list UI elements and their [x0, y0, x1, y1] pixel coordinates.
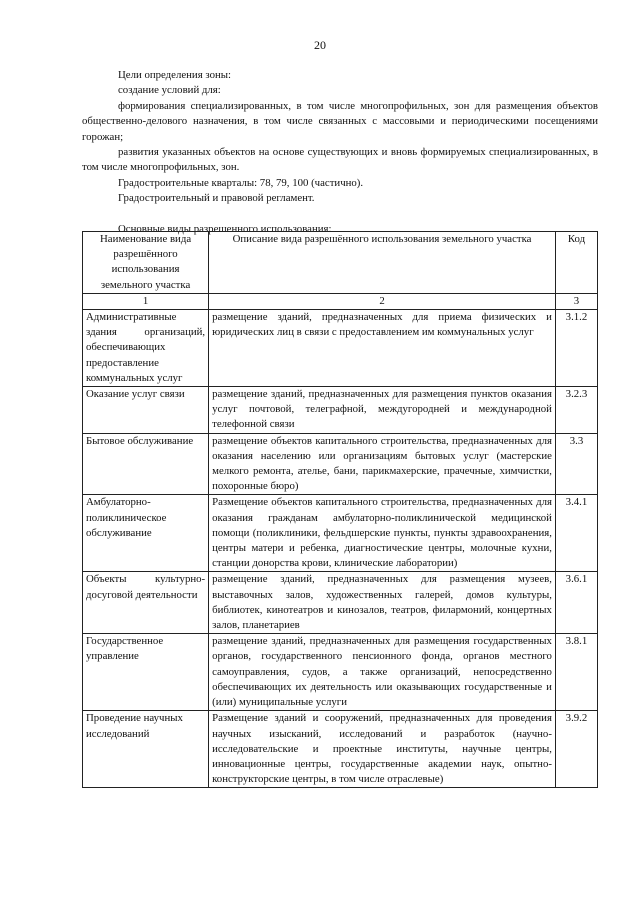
use-description: размещение зданий, предназначенных для размещения музеев, выставочных залов, художественных галерей, домов культуры, библиотек, кинотеатров и кинозалов, театров, филармоний, концертных залов, планетариев	[209, 572, 556, 634]
use-description: размещение объектов капитального строительства, предназначенных для оказания населению или организациям бытовых услуг (мастерские мелкого ремонта, ателье, бани, парикмахерские, прачечные, химчистки, похоронные бюро)	[209, 433, 556, 495]
use-code: 3.1.2	[555, 310, 597, 387]
column-header-name: Наименование вида разрешённого использования земельного участка	[83, 232, 209, 294]
use-name: Бытовое обслуживание	[83, 433, 209, 495]
table-header-row	[83, 232, 598, 294]
table-row	[83, 495, 598, 572]
column-header-code: Код	[555, 232, 597, 294]
use-code: 3.6.1	[555, 572, 597, 634]
use-description: размещение зданий, предназначенных для приема физических и юридических лиц в связи с предоставлением им коммунальных услуг	[209, 310, 556, 387]
table-title: Основные виды разрешенного использования:	[118, 222, 332, 235]
regulation-text: Градостроительный и правовой регламент.	[118, 192, 315, 205]
use-code: 3.2.3	[555, 387, 597, 434]
use-code: 3.9.2	[555, 711, 597, 788]
table-row	[83, 572, 598, 634]
zone-goals-lead: создание условий для:	[118, 84, 221, 97]
use-name: Проведение научных исследований	[83, 711, 209, 788]
zone-goal-item: формирования специализированных, в том числе многопрофильных, зон для размещения объектов общественно-делового назначения, в том числе связанных с массовыми и периодическими посещениями горожан;	[82, 99, 598, 143]
table-row	[83, 433, 598, 495]
use-description: Размещение зданий и сооружений, предназначенных для проведения научных изысканий, исследований и разработок (научно-исследовательские и проектные институты, научные центры, инновационные центры, государственные академии наук, опытно-конструкторские центры, в том числе отраслевые)	[209, 711, 556, 788]
use-name: Объекты культурно-досуговой деятельности	[83, 572, 209, 634]
use-name: Государственное управление	[83, 634, 209, 711]
table-row	[83, 387, 598, 434]
use-description: размещение зданий, предназначенных для размещения пунктов оказания услуг почтовой, телеграфной, междугородней и международной телефонной связи	[209, 387, 556, 434]
use-code: 3.3	[555, 433, 597, 495]
table-numbering-row	[83, 293, 598, 309]
page-number: 20	[314, 38, 326, 52]
use-code: 3.4.1	[555, 495, 597, 572]
use-name: Оказание услуг связи	[83, 387, 209, 434]
zone-goals-section	[82, 68, 598, 237]
use-code: 3.8.1	[555, 634, 597, 711]
column-number: 3	[555, 293, 597, 309]
table-row	[83, 634, 598, 711]
zone-goals-heading: Цели определения зоны:	[118, 69, 231, 81]
use-description: Размещение объектов капитального строительства, предназначенных для оказания гражданам амбулаторно-поликлинической медицинской помощи (поликлиники, фельдшерские пункты, пункты здравоохранения, центры матери и ребенка, диагностические центры, молочные кухни, станции донорства крови, клинические лаборатории)	[209, 495, 556, 572]
column-header-description: Описание вида разрешённого использования земельного участка	[209, 232, 556, 294]
table-row	[83, 711, 598, 788]
use-description: размещение зданий, предназначенных для размещения государственных органов, государственного пенсионного фонда, органов местного самоуправления, судов, а также организаций, непосредственно обеспечивающих их деятельность или оказывающих государственные и (или) муниципальные услуги	[209, 634, 556, 711]
column-number: 2	[209, 293, 556, 309]
use-name: Амбулаторно-поликлиническое обслуживание	[83, 495, 209, 572]
use-name: Административные здания организаций, обеспечивающих предоставление коммунальных услуг	[83, 310, 209, 387]
urban-blocks-text: Градостроительные кварталы: 78, 79, 100 (частично).	[118, 176, 364, 189]
permitted-uses-table	[82, 231, 598, 788]
zone-goal-item: развития указанных объектов на основе существующих и вновь формируемых специализированных, в том числе многопрофильных, зон.	[82, 146, 598, 174]
column-number: 1	[83, 293, 209, 309]
table-row	[83, 310, 598, 387]
